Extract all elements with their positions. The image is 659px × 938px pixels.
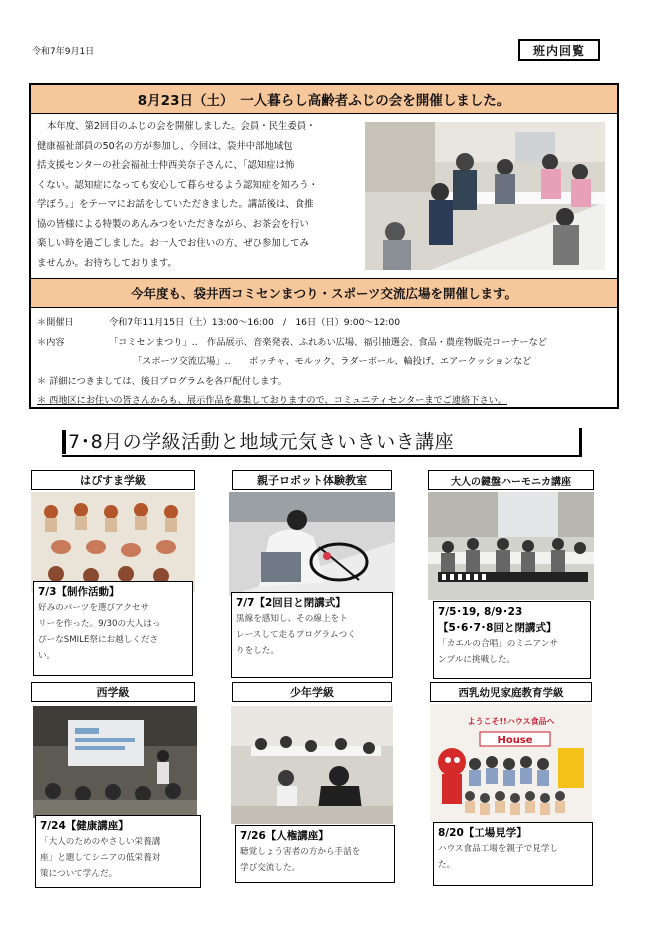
caption-title-2: 【5･6･7･8回と閉講式】 <box>438 622 557 634</box>
caption-line: 聴覚しょう害者の方から手話を <box>240 847 361 857</box>
caption-line: 座」と題してシニアの低栄養対 <box>40 853 161 863</box>
class-caption <box>235 825 395 883</box>
date-value: 令和7年11月15日（土）13:00～16:00 / 16日（日）9:00～12:00 <box>109 317 401 328</box>
class-name: 大人の鍵盤ハーモニカ講座 <box>428 470 594 490</box>
circulation-label: 班内回覧 <box>518 39 600 61</box>
caption-line: 好みのパーツを選びアクセサ <box>38 603 150 613</box>
factory-tour-photo <box>430 704 592 822</box>
content-label: ＊内容 <box>37 336 65 348</box>
event1-line: ませんか。お待ちしております。 <box>37 257 177 269</box>
class-caption <box>33 581 193 676</box>
caption-line: 「大人のためのやさしい栄養講 <box>40 837 161 847</box>
event1-line: 学ぼう。」をテーマにお話をしていただきました。講話後は、食推 <box>37 199 314 210</box>
class-name: 西学級 <box>31 682 195 702</box>
caption-line: レースして走るプログラムつく <box>236 630 356 640</box>
caption-line: ぴーなSMILE祭にお越しくださ <box>38 635 159 645</box>
class-name: 西乳幼児家庭教育学級 <box>430 682 592 702</box>
class-name: 少年学級 <box>232 682 392 702</box>
caption-line: リーを作った。9/30の大人はっ <box>38 619 161 629</box>
caption-title: 7/7【2回目と閉講式】 <box>236 597 346 609</box>
accessory-photo <box>31 492 195 592</box>
note-1: ＊ 詳細につきましては、後日プログラムを各戸配付します。 <box>37 375 287 387</box>
caption-title: 7/5･19, 8/9･23 <box>438 606 523 618</box>
event1-line: 協の皆様による特製のあんみつをいただきながら、お茶会を行い <box>37 218 309 230</box>
sign-language-photo <box>231 706 393 824</box>
caption-title: 7/3【制作活動】 <box>38 586 120 598</box>
caption-line: い。 <box>38 651 56 661</box>
robot-photo <box>229 492 395 596</box>
event1-line: 楽しい時を過ごしました。お一人でお住いの方、ぜひ参加してみ <box>37 238 309 249</box>
class-name: はぴすま学級 <box>31 470 195 490</box>
caption-title: 7/24【健康講座】 <box>40 820 129 832</box>
factory-logo: House <box>497 735 533 746</box>
event1-line: くない。認知症になっても安心して暮らせるよう認知症を知ろう・ <box>37 179 318 191</box>
class-caption <box>433 601 591 679</box>
date-label: ＊開催日 <box>37 317 74 328</box>
caption-line: 策について学んだ。 <box>40 869 118 879</box>
caption-line: ハウス食品工場を親子で見学し <box>438 844 559 854</box>
class-caption <box>35 815 201 888</box>
section-title: 7･8月の学級活動と地域元気きいきいき講座 <box>62 428 582 457</box>
event1-line: 健康福祉部員の50名の方が参加し、今回は、袋井中部地域包 <box>37 140 293 152</box>
caption-title: 7/26【人権講座】 <box>240 830 329 842</box>
event2-banner: 今年度も、袋井西コミセンまつり・スポーツ交流広場を開催します。 <box>31 278 617 308</box>
class-caption <box>231 592 393 678</box>
issue-date: 令和7年9月1日 <box>32 47 95 57</box>
content-value: 「コミセンまつり」‥ 作品展示、音楽発表、ふれあい広場、福引抽選会、食品・農産物販売コーナーなど <box>109 336 547 348</box>
content-value-2: 「スポーツ交流広場」‥ ボッチャ、モルック、ラダーボール、輪投げ、エアークッションなど <box>133 356 532 367</box>
caption-line: 学び交流した。 <box>240 863 301 873</box>
nutrition-lecture-photo <box>33 706 197 818</box>
event1-line: 括支援センターの社会福祉士仲西美奈子さんに、「認知症は怖 <box>37 160 295 171</box>
caption-line: ンブルに挑戦した。 <box>438 655 516 665</box>
class-caption <box>433 822 593 886</box>
event2-info <box>37 313 613 411</box>
event1-banner: 8月23日（土） 一人暮らし高齢者ふじの会を開催しました。 <box>31 85 617 114</box>
event1-line: 本年度、第2回目のふじの会を開催しました。会員・民生委員・ <box>47 121 316 132</box>
harmonica-photo <box>428 492 594 600</box>
caption-line: 黒線を感知し、その線上をト <box>236 614 348 624</box>
caption-line: 「カエルの合唱」のミニアンサ <box>438 639 558 649</box>
event-box <box>29 83 619 409</box>
class-name: 親子ロボット体験教室 <box>232 470 392 490</box>
caption-line: りをした。 <box>236 646 279 656</box>
event1-text <box>37 117 359 273</box>
caption-title: 8/20【工場見学】 <box>438 827 527 839</box>
note-2: ＊ 西地区にお住いの皆さんからも、展示作品を募集しておりますので、コミュニティセンターまでご連絡下さい。 <box>37 395 508 406</box>
fujikai-photo <box>365 122 605 270</box>
factory-welcome-sign: ようこそ!!ハウス食品へ <box>467 717 555 726</box>
caption-line: た。 <box>438 860 456 870</box>
